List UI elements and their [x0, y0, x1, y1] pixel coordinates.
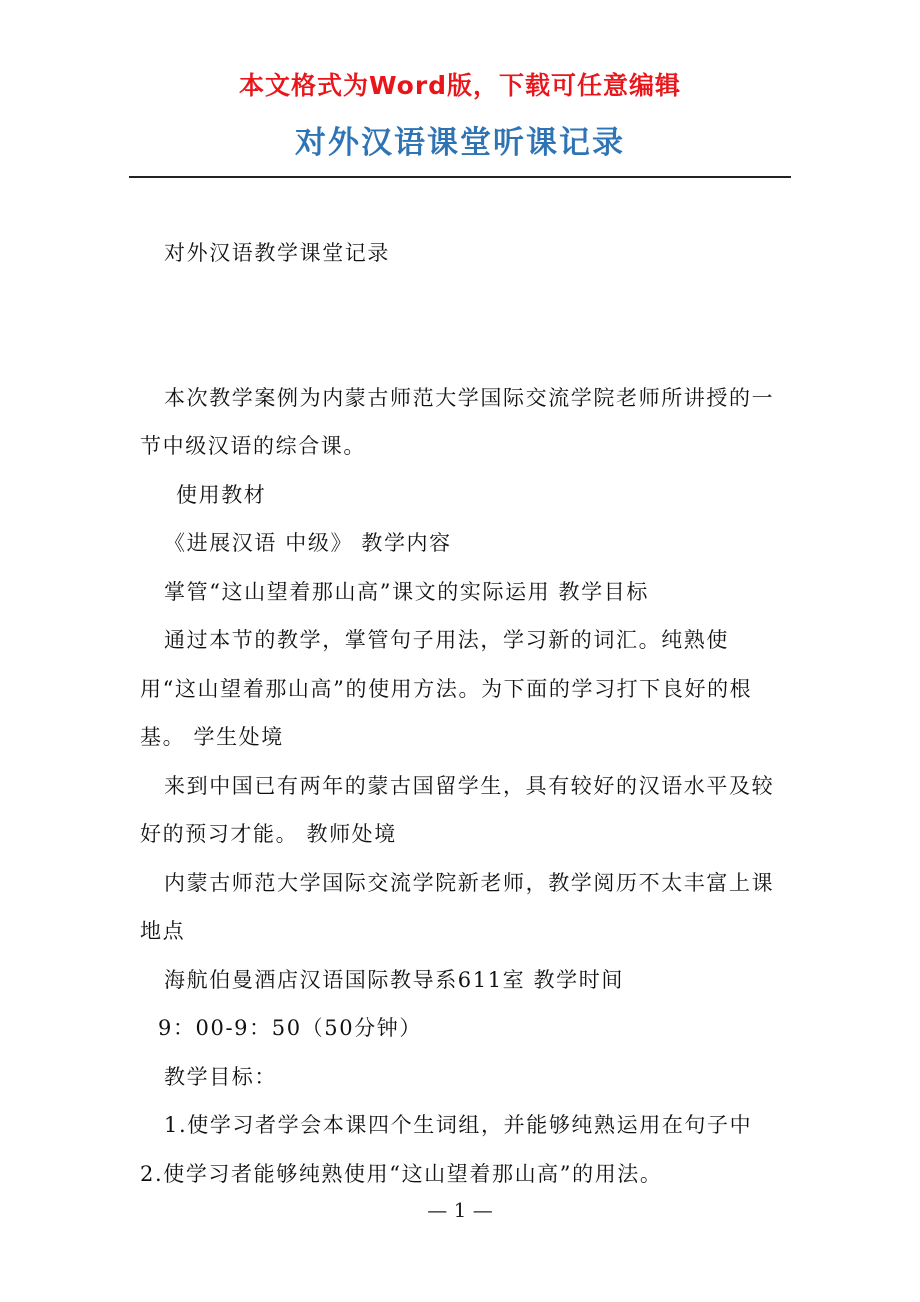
blank-space	[140, 278, 782, 374]
content-line: 掌管“这山望着那山高”课文的实际运用 教学目标	[164, 579, 649, 604]
title-divider	[129, 176, 791, 178]
intro-paragraph: 本次教学案例为内蒙古师范大学国际交流学院老师所讲授的一节中级汉语的综合课。	[140, 385, 775, 458]
format-notice-banner: 本文格式为Word版，下载可任意编辑	[238, 71, 682, 100]
page-number: — 1 —	[427, 1198, 493, 1222]
materials-label: 使用教材	[176, 482, 267, 507]
teacher-paragraph: 内蒙古师范大学国际交流学院新老师，教学阅历不太丰富上课地点	[140, 870, 775, 943]
objectives-paragraph: 1.使学习者学会本课四个生词组，并能够纯熟运用在句子中 2.使学习者能够纯熟使用“这山望着那山高”的用法。	[140, 1113, 753, 1186]
students-paragraph: 来到中国已有两年的蒙古国留学生，具有较好的汉语水平及较好的预习才能。 教师处境	[140, 773, 775, 846]
textbook-line: 《进展汉语 中级》 教学内容	[164, 531, 452, 555]
document-title: 对外汉语课堂听课记录	[295, 125, 625, 161]
goal-paragraph: 通过本节的教学，掌管句子用法，学习新的词汇。纯熟使用“这山望着那山高”的使用方法。为下面的学习打下良好的根基。 学生处境	[140, 628, 753, 749]
document-body	[140, 229, 782, 1198]
time-line: 9：00-9：50（50分钟）	[158, 1016, 422, 1040]
section-heading: 对外汉语教学课堂记录	[164, 241, 390, 265]
location-line: 海航伯曼酒店汉语国际教导系611室 教学时间	[164, 967, 624, 992]
objectives-label: 教学目标：	[164, 1064, 277, 1089]
